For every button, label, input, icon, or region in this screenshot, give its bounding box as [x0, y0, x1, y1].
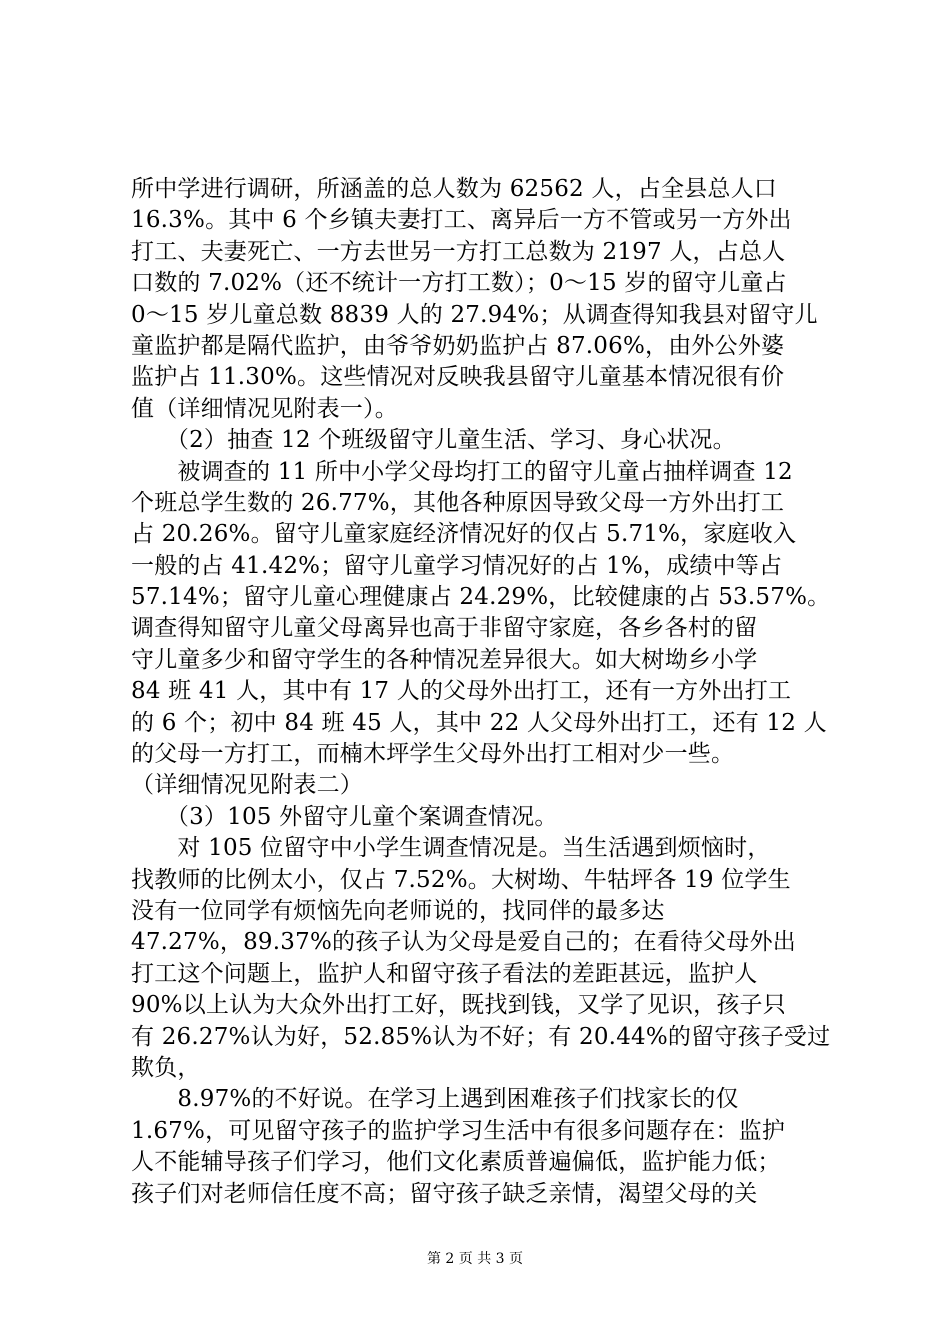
text-line: 没有一位同学有烦恼先向老师说的，找同伴的最多达	[131, 897, 665, 924]
text-line: （详细情况见附表二）	[131, 772, 363, 799]
text-line: 童监护都是隔代监护，由爷爷奶奶监护占 87.06%，由外公外婆	[131, 332, 785, 359]
text-line: 8.97%的不好说。在学习上遇到困难孩子们找家长的仅	[131, 1086, 739, 1113]
text-line: 对 105 位留守中小学生调查情况是。当生活遇到烦恼时，	[131, 835, 771, 862]
text-line: 个班总学生数的 26.77%，其他各种原因导致父母一方外出打工	[131, 489, 785, 516]
text-line: 监护占 11.30%。这些情况对反映我县留守儿童基本情况很有价	[131, 364, 785, 391]
text-line: 所中学进行调研，所涵盖的总人数为 62562 人，占全县总人口	[131, 176, 777, 202]
text-line: （2）抽查 12 个班级留守儿童生活、学习、身心状况。	[131, 427, 736, 454]
text-line: 口数的 7.02%（还不统计一方打工数）；0～15 岁的留守儿童占	[131, 270, 787, 297]
text-line: 47.27%，89.37%的孩子认为父母是爱自己的；在看待父母外出	[131, 929, 796, 956]
page-footer: 第 2 页 共 3 页	[426, 1251, 524, 1267]
text-line: （3）105 外留守儿童个案调查情况。	[131, 803, 558, 830]
text-line: 1.67%，可见留守孩子的监护学习生活中有很多问题存在：监护	[131, 1117, 786, 1144]
document-body	[131, 174, 831, 1210]
text-line: 的父母一方打工，而楠木坪学生父母外出打工相对少一些。	[131, 741, 735, 768]
text-line: 一般的占 41.42%；留守儿童学习情况好的占 1%，成绩中等占	[131, 552, 783, 579]
text-line: 的 6 个；初中 84 班 45 人，其中 22 人父母外出打工，还有 12 人	[131, 709, 827, 736]
text-line: 打工这个问题上，监护人和留守孩子看法的差距甚远，监护人	[131, 960, 758, 987]
text-line: 被调查的 11 所中小学父母均打工的留守儿童占抽样调查 12	[131, 458, 793, 485]
text-line: 占 20.26%。留守儿童家庭经济情况好的仅占 5.71%，家庭收入	[131, 521, 797, 548]
text-line: 人不能辅导孩子们学习，他们文化素质普遍偏低，监护能力低；	[131, 1149, 781, 1176]
text-line: 孩子们对老师信任度不高；留守孩子缺乏亲情，渴望父母的关	[131, 1180, 758, 1207]
text-line: 找教师的比例太小，仅占 7.52%。大树坳、牛牯坪各 19 位学生	[131, 866, 791, 893]
text-line: 打工、夫妻死亡、一方去世另一方打工总数为 2197 人，占总人	[131, 238, 786, 265]
text-line: 84 班 41 人，其中有 17 人的父母外出打工，还有一方外出打工	[131, 678, 792, 705]
text-line: 90%以上认为大众外出打工好，既找到钱，又学了见识，孩子只	[131, 992, 786, 1019]
text-line: 欺负，	[131, 1054, 201, 1081]
text-line: 调查得知留守儿童父母离异也高于非留守家庭，各乡各村的留	[131, 615, 758, 642]
text-line: 0～15 岁儿童总数 8839 人的 27.94%；从调查得知我县对留守儿	[131, 301, 818, 328]
text-line: 守儿童多少和留守学生的各种情况差异很大。如大树坳乡小学	[131, 646, 758, 673]
text-line: 有 26.27%认为好，52.85%认为不好；有 20.44%的留守孩子受过	[131, 1023, 831, 1050]
text-line: 值（详细情况见附表一）。	[131, 395, 398, 422]
text-line: 57.14%；留守儿童心理健康占 24.29%，比较健康的占 53.57%。	[131, 584, 831, 611]
text-line: 16.3%。其中 6 个乡镇夫妻打工、离异后一方不管或另一方外出	[131, 207, 792, 234]
